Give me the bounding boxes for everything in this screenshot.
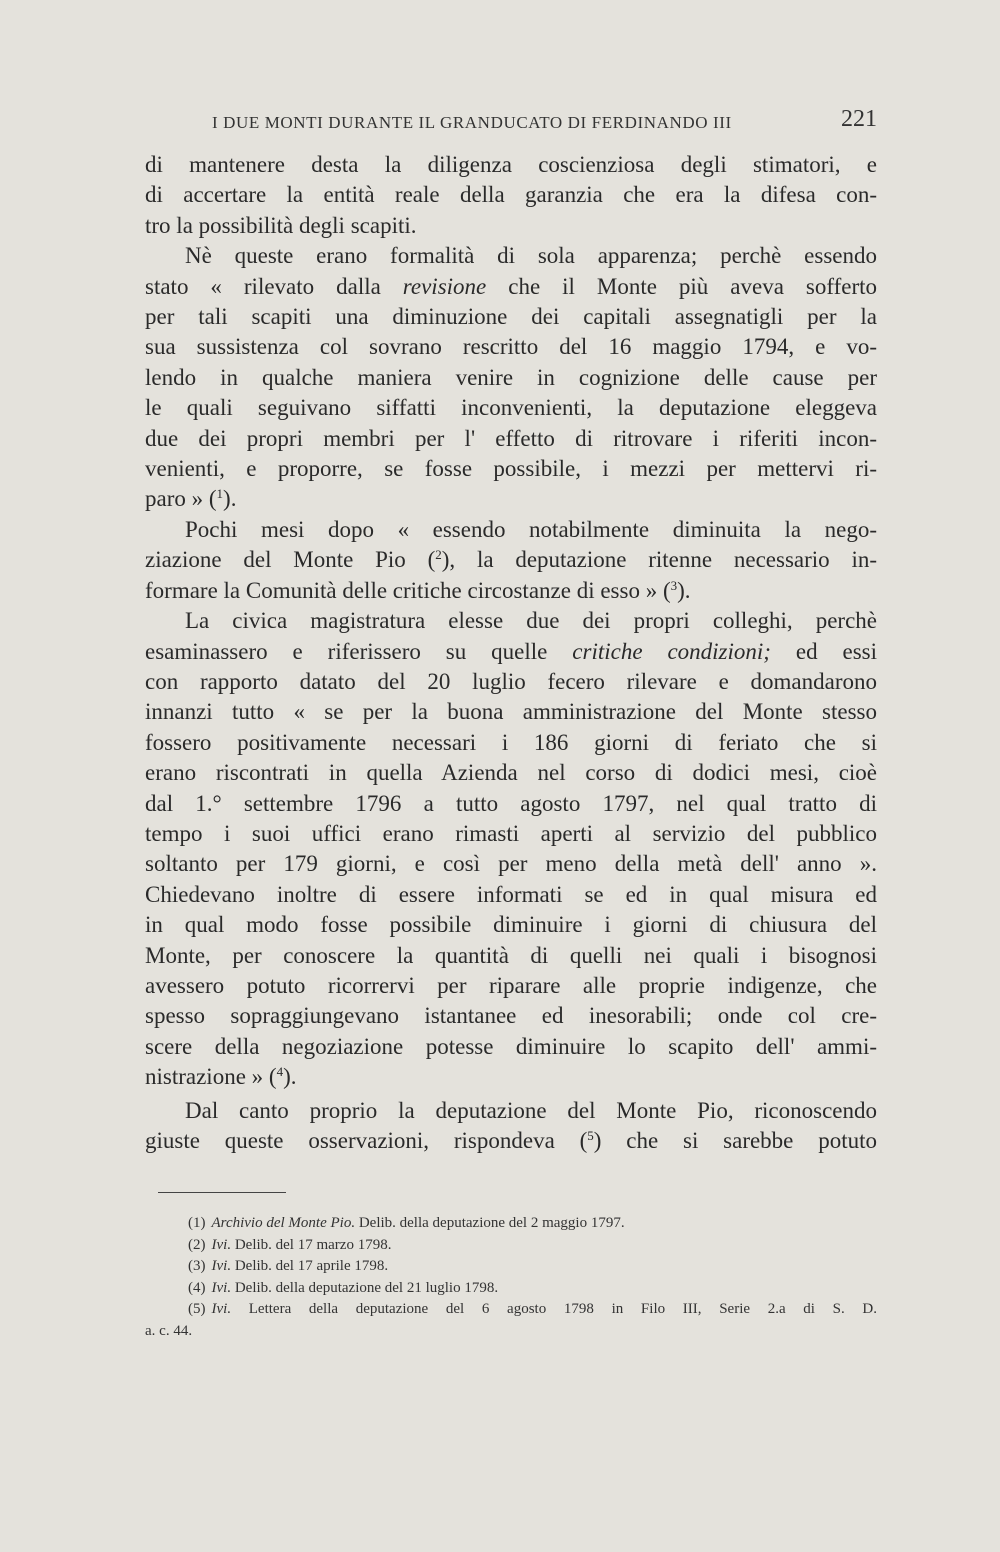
footnote-mark: (3) [188, 1258, 206, 1275]
footnotes [145, 1213, 877, 1343]
italic-term: revisione [402, 273, 487, 299]
text-run: ). [283, 1064, 297, 1090]
text-line [145, 1126, 877, 1156]
text-line: tro la possibilità degli scapiti. [145, 212, 417, 238]
running-header [212, 106, 877, 133]
footnote-ref[interactable]: 4 [276, 1064, 284, 1080]
footnote-mark: (1) [188, 1215, 206, 1231]
text-run: ), la deputazione ritenne necessario in- [441, 547, 877, 573]
text-run: nistrazione » ( [145, 1064, 277, 1090]
text-line: Pochi mesi dopo « essendo notabilmente diminuita la nego- [185, 516, 877, 542]
footnote [145, 1235, 877, 1257]
text-line: innanzi tutto « se per la buona amministrazione del Monte stesso [145, 699, 877, 725]
text-line: venienti, e proporre, se fosse possibile, i mezzi per mettervi ri- [145, 456, 877, 482]
text-line: fossero positivamente necessari i 186 giorni di feriato che si [145, 729, 877, 755]
italic-term: critiche condizioni; [572, 638, 771, 664]
text-line: in qual modo fosse possibile diminuire i giorni di chiusura del [145, 912, 877, 938]
text-line: Nè queste erano formalità di sola apparenza; perchè essendo [185, 243, 877, 269]
footnote-source: Ivi. [211, 1258, 232, 1275]
text-line: avessero potuto ricorrervi per riparare alle proprie indigenze, che [145, 972, 877, 998]
footnote-ref[interactable]: 2 [435, 547, 442, 563]
footnote-source: Ivi. [211, 1279, 232, 1296]
footnote [145, 1299, 877, 1321]
text-run: ed essi [770, 638, 877, 664]
footnote-ref[interactable]: 3 [670, 577, 678, 593]
text-run: ziazione del Monte Pio ( [145, 547, 436, 573]
text-line: Dal canto proprio la deputazione del Monte Pio, riconoscendo [185, 1097, 877, 1123]
text-line: due dei propri membri per l' effetto di ritrovare i riferiti incon- [145, 425, 877, 451]
footnote-separator [158, 1192, 286, 1193]
footnote-text: Delib. della deputazione del 21 luglio 1798. [231, 1279, 499, 1296]
text-run: giuste queste osservazioni, rispondeva ( [145, 1128, 588, 1153]
text-line [145, 576, 877, 606]
text-line: di mantenere desta la diligenza coscienziosa degli stimatori, e [145, 152, 877, 177]
text-run: stato « rilevato dalla [145, 273, 403, 299]
text-line: La civica magistratura elesse due dei propri colleghi, perchè [185, 608, 877, 634]
footnote-text: Delib. del 17 marzo 1798. [231, 1236, 392, 1253]
text-line [145, 637, 877, 667]
footnote-text: Delib. del 17 aprile 1798. [231, 1258, 389, 1275]
footnote-mark: (5) [188, 1301, 206, 1318]
text-run: ). [223, 486, 237, 512]
footnote-source: Ivi. [211, 1301, 232, 1318]
footnote-ref[interactable]: 5 [587, 1128, 594, 1143]
text-line [145, 484, 877, 514]
footnote-mark: (2) [188, 1236, 206, 1253]
text-line: Chiedevano inoltre di essere informati se ed in qual misura ed [145, 881, 877, 907]
footnote-source: Archivio del Monte Pio. [211, 1215, 356, 1231]
text-line: Monte, per conoscere la quantità di quelli nei quali i bisognosi [145, 942, 877, 968]
footnote-continuation: a. c. 44. [145, 1322, 193, 1339]
text-run: paro » ( [145, 486, 217, 512]
text-line [145, 272, 877, 302]
page-number: 221 [841, 106, 877, 132]
footnote-mark: (4) [188, 1279, 206, 1296]
footnote-text: Delib. della deputazione del 2 maggio 1797. [355, 1215, 625, 1231]
text-line: erano riscontrati in quella Azienda nel corso di dodici mesi, cioè [145, 760, 877, 786]
text-line: soltanto per 179 giorni, e così per meno della metà dell' anno ». [145, 851, 877, 877]
footnote-text: Lettera della deputazione del 6 agosto 1798 in Filo III, Serie 2.a di S. D. [231, 1301, 877, 1318]
footnote-ref[interactable]: 1 [216, 486, 224, 502]
text-line [145, 545, 877, 575]
text-line: tempo i suoi uffici erano rimasti aperti al servizio del pubblico [145, 820, 877, 846]
running-title: I DUE MONTI DURANTE IL GRANDUCATO DI FERDINANDO III [212, 113, 732, 132]
footnote-source: Ivi. [211, 1236, 232, 1253]
text-line: di accertare la entità reale della garanzia che era la difesa con- [145, 182, 877, 208]
main-text [145, 150, 877, 1156]
text-run: formare la Comunità delle critiche circostanze di esso » ( [145, 577, 671, 603]
text-line: per tali scapiti una diminuzione dei capitali assegnatigli per la [145, 304, 877, 330]
text-line: sua sussistenza col sovrano rescritto del 16 maggio 1794, e vo- [145, 334, 877, 360]
footnote [145, 1256, 877, 1278]
text-line: spesso sopraggiungevano istantanee ed inesorabili; onde col cre- [145, 1003, 877, 1029]
text-run: che il Monte più aveva sofferto [486, 273, 877, 299]
text-line: dal 1.° settembre 1796 a tutto agosto 1797, nel qual tratto di [145, 790, 877, 816]
text-line [145, 1062, 877, 1092]
text-line: con rapporto datato del 20 luglio fecero rilevare e domandarono [145, 668, 877, 694]
text-run: ). [677, 577, 691, 603]
text-run: esaminassero e riferissero su quelle [145, 638, 573, 664]
footnote [145, 1213, 877, 1235]
text-line: scere della negoziazione potesse diminuire lo scapito dell' ammi- [145, 1033, 877, 1059]
text-line: lendo in qualche maniera venire in cognizione delle cause per [145, 364, 877, 390]
text-run: ) che si sarebbe potuto [593, 1128, 877, 1153]
text-line: le quali seguivano siffatti inconvenienti, la deputazione eleggeva [145, 395, 877, 421]
footnote [145, 1278, 877, 1300]
